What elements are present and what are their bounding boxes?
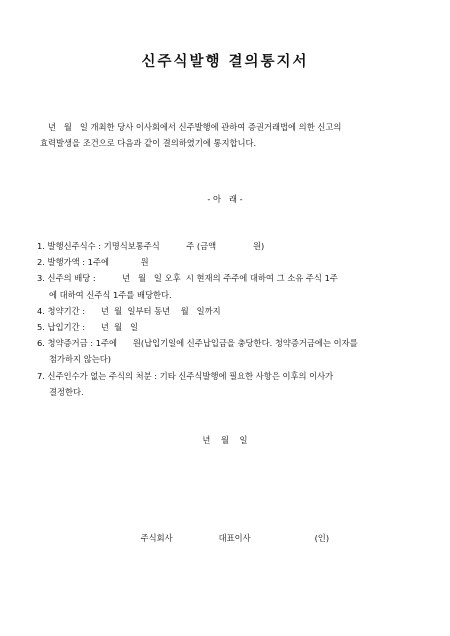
item-7-line-1: 7. 신주인수가 없는 주식의 처분 : 기타 신주식발행에 필요한 사항은 이후의 이사가	[37, 370, 334, 381]
list-item	[37, 368, 422, 400]
list-item	[37, 254, 422, 270]
item-1-line-1: 1. 발행신주식수 : 기명식보통주식 주 (금액 원)	[37, 241, 265, 251]
item-5-line-1: 5. 납입기간 : 년 월 일	[37, 322, 139, 333]
list-item	[37, 238, 422, 254]
list-item	[37, 303, 422, 319]
item-7-line-2: 결정한다.	[49, 386, 84, 397]
section-heading: - 아 래 -	[207, 194, 243, 204]
representative-label: 대표이사	[218, 533, 251, 543]
signature-line	[130, 522, 329, 554]
document-date: 년 월 일	[202, 435, 248, 445]
intro-line-2: 효력발생을 조건으로 다음과 같이 결의하였기에 통지합니다.	[40, 138, 257, 148]
item-4-line-1: 4. 청약기간 : 년 월 일부터 동년 월 일까지	[37, 305, 221, 316]
document-title: 신주식발행 결의통지서	[141, 53, 309, 70]
resolution-items	[37, 238, 422, 400]
item-3-line-2: 에 대하여 신주식 1주를 배당한다.	[49, 289, 172, 300]
list-item	[37, 270, 422, 302]
item-3-line-1: 3. 신주의 배당 : 년 월 일 오후 시 현재의 주주에 대하여 그 소유 주식 1주	[37, 273, 338, 284]
list-item	[37, 335, 422, 367]
item-6-line-2: 첨가하지 않는다)	[49, 354, 111, 365]
item-6-line-1: 6. 청약증거금 : 1주에 원(납입기일에 신주납입금을 충당한다. 청약증거금에는 이자를	[37, 338, 358, 349]
item-2-line-1: 2. 발행가액 : 1주에 원	[37, 257, 149, 268]
intro-paragraph	[40, 119, 420, 151]
company-label: 주식회사	[140, 533, 173, 543]
list-item	[37, 319, 422, 335]
seal-label: (인)	[314, 533, 330, 543]
intro-line-1: 년 월 일 개최한 당사 이사회에서 신주발행에 관하여 증권거래법에 의한 신고의	[48, 122, 342, 132]
